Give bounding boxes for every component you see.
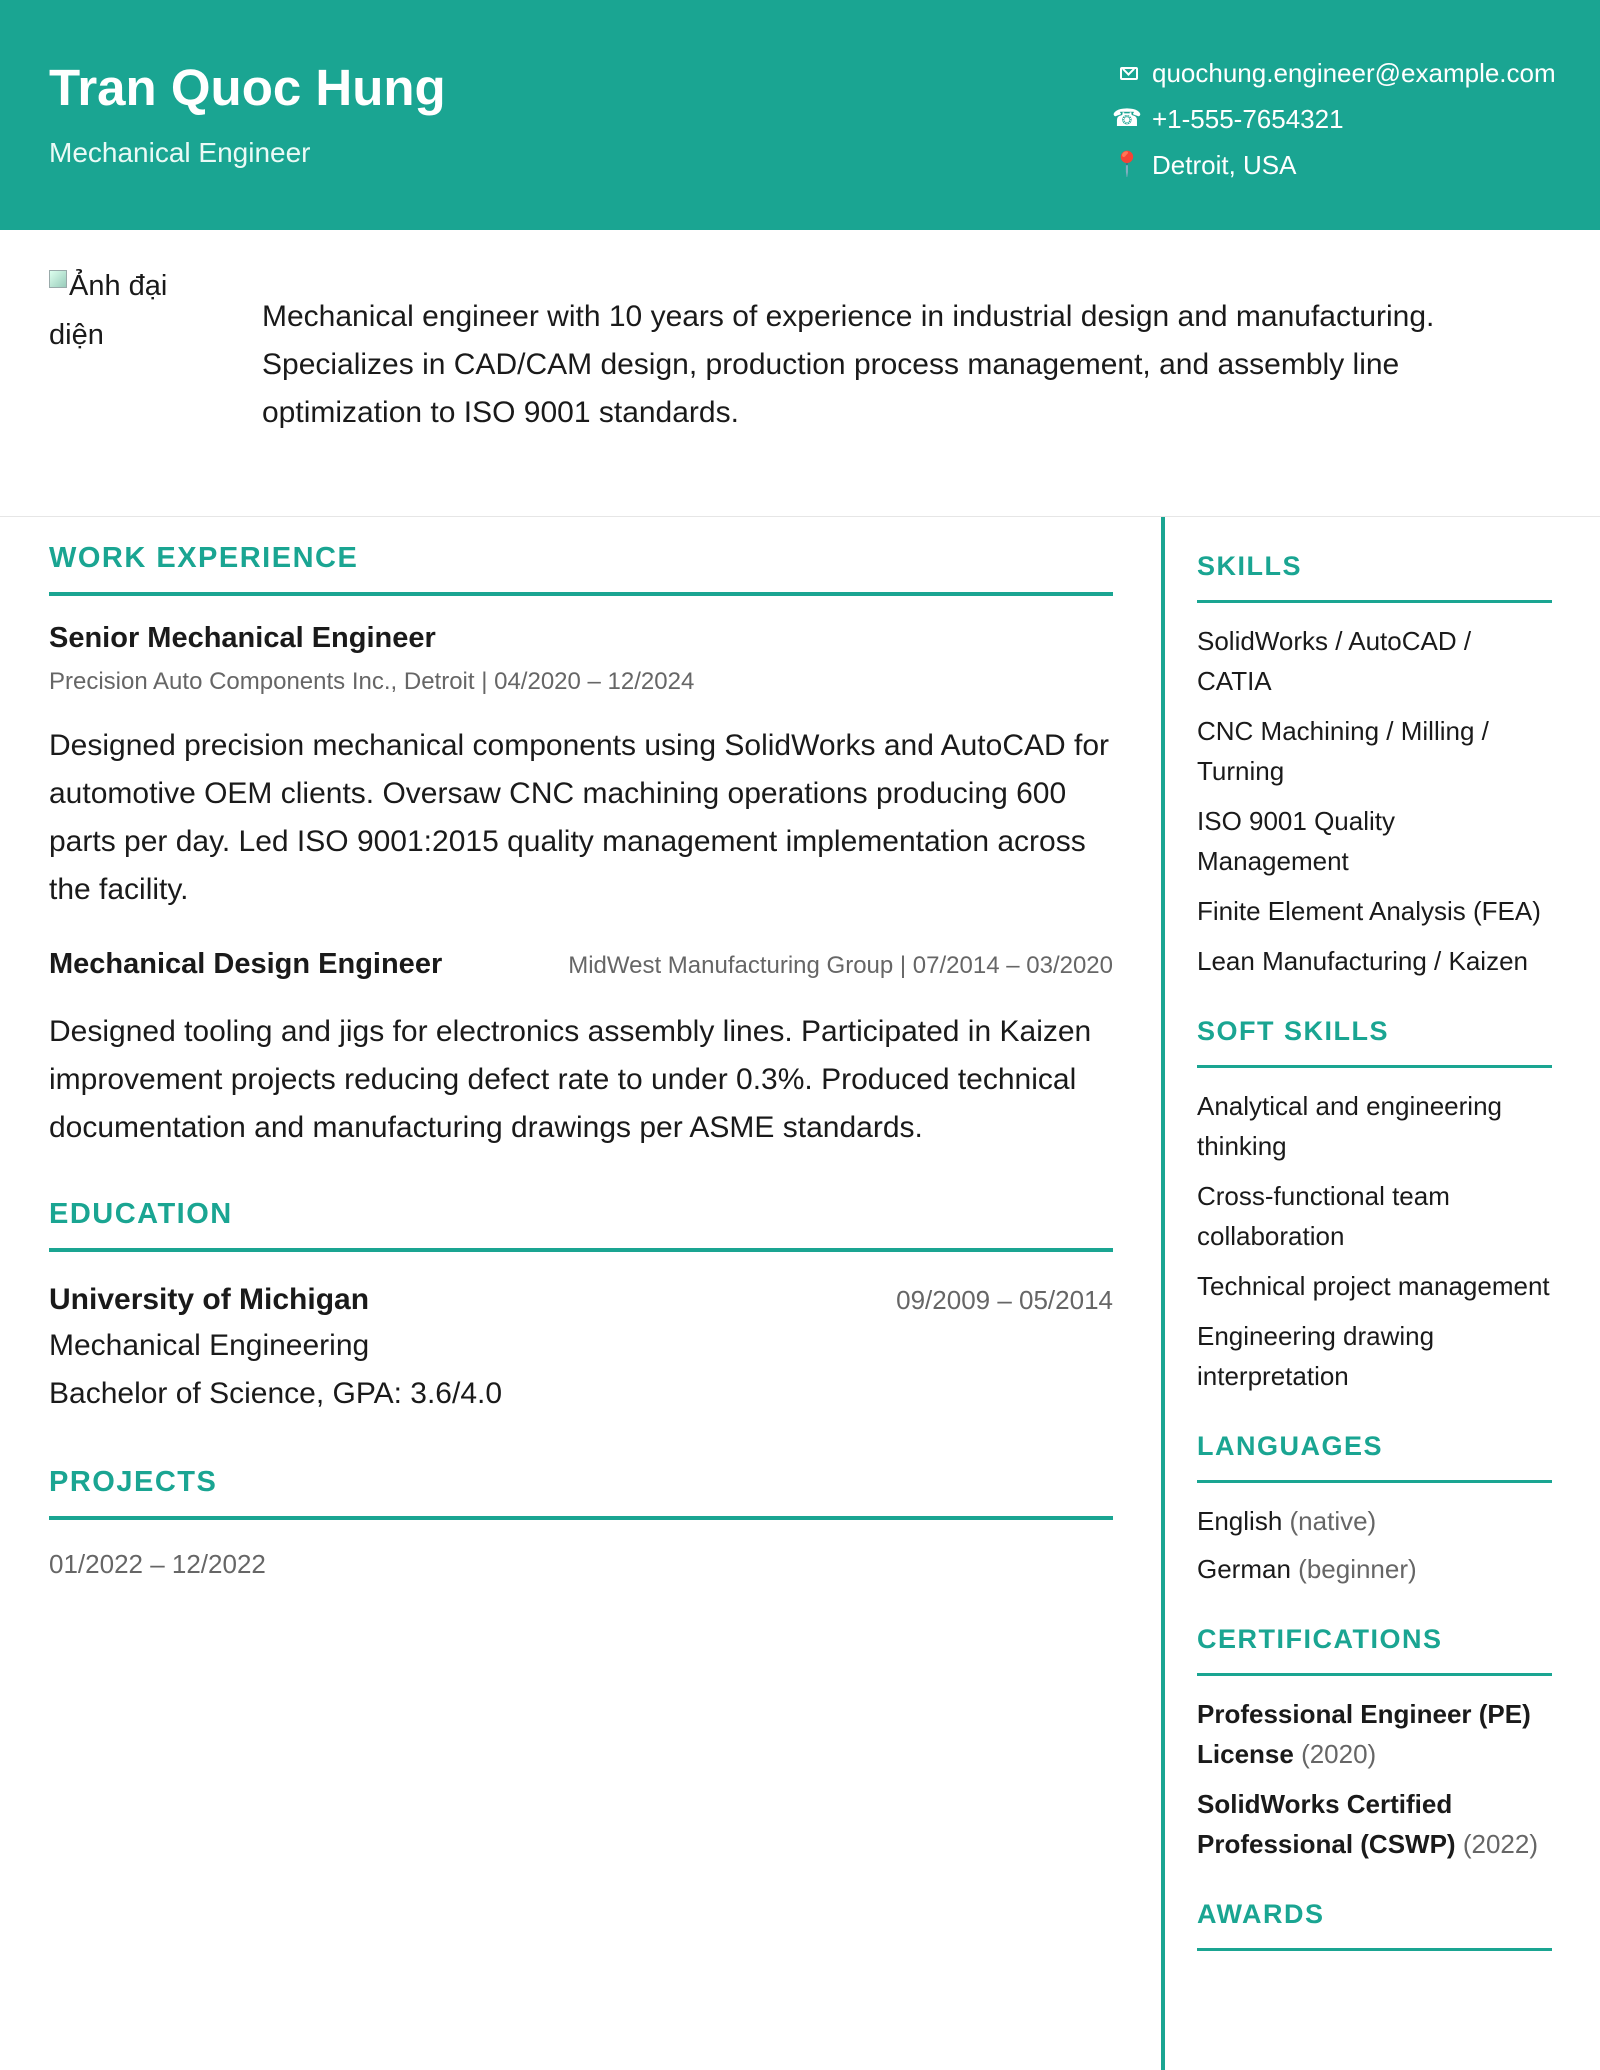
certifications-list: [1197, 1694, 1552, 1864]
certification-item: [1197, 1694, 1552, 1774]
language-level: (native): [1289, 1506, 1377, 1536]
education-degree: Bachelor of Science, GPA: 3.6/4.0: [49, 1377, 503, 1410]
certification-item: [1197, 1784, 1552, 1864]
soft-skill-item: Cross-functional team collaboration: [1197, 1181, 1450, 1251]
candidate-name: Tran Quoc Hung: [49, 59, 446, 116]
avatar-alt-text: Ảnh đại diện: [49, 270, 168, 351]
candidate-title: Mechanical Engineer: [49, 137, 311, 168]
job-meta: MidWest Manufacturing Group | 07/2014 – 03/2020: [568, 952, 1113, 979]
certification-name: SolidWorks Certified Professional (CSWP): [1197, 1789, 1456, 1859]
job-meta: Precision Auto Components Inc., Detroit | 04/2020 – 12/2024: [49, 668, 695, 695]
languages-list: [1197, 1501, 1552, 1589]
soft-skills-list: [1197, 1086, 1552, 1396]
job-role: Mechanical Design Engineer: [49, 948, 443, 980]
mail-icon: [1120, 67, 1138, 80]
education-header: [49, 1278, 1113, 1322]
language-name: English: [1197, 1506, 1283, 1536]
education-entry: [49, 1278, 1113, 1418]
skill-item: CNC Machining / Milling / Turning: [1197, 716, 1489, 786]
contact-phone-text[interactable]: +1-555-7654321: [1152, 103, 1344, 134]
contact-location-text: Detroit, USA: [1152, 149, 1297, 180]
language-item: [1197, 1549, 1552, 1589]
phone-icon: ☎: [1112, 105, 1142, 132]
job-entry: [49, 944, 1113, 1152]
main-column: [49, 540, 1113, 1584]
column-divider: [1161, 517, 1165, 2070]
soft-skill-item: Engineering drawing interpretation: [1197, 1321, 1435, 1391]
soft-skill-item: Technical project management: [1197, 1271, 1550, 1301]
resume-header: [0, 0, 1600, 230]
education-dates: 09/2009 – 05/2014: [896, 1285, 1113, 1315]
skill-item: ISO 9001 Quality Management: [1197, 806, 1395, 876]
job-role: Senior Mechanical Engineer: [49, 622, 436, 654]
profile-summary: Mechanical engineer with 10 years of experience in industrial design and manufacturing. Specializes in CAD/CAM design, production process management, and assembly line optimization to ISO 9001 standards.: [262, 300, 1435, 429]
sidebar-column: [1197, 548, 1552, 1951]
contact-phone[interactable]: [1032, 96, 1552, 142]
job-description: Designed tooling and jigs for electronics assembly lines. Participated in Kaizen improvement projects reducing defect rate to under 0.3%. Produced technical documentation and manufacturing drawings per ASME standards.: [49, 1015, 1092, 1144]
job-header: [49, 944, 1113, 984]
skill-item: Finite Element Analysis (FEA): [1197, 896, 1541, 926]
language-name: German: [1197, 1554, 1291, 1584]
education-school: University of Michigan: [49, 1283, 370, 1316]
soft-skill-item: Analytical and engineering thinking: [1197, 1091, 1502, 1161]
skill-item: SolidWorks / AutoCAD / CATIA: [1197, 626, 1472, 696]
skill-item: Lean Manufacturing / Kaizen: [1197, 946, 1528, 976]
location-pin-icon: 📍: [1112, 151, 1142, 178]
languages-heading: LANGUAGES: [1197, 1428, 1552, 1483]
certification-name: Professional Engineer (PE) License: [1197, 1699, 1531, 1769]
contact-email-text[interactable]: quochung.engineer@example.com: [1152, 57, 1556, 88]
skills-list: [1197, 621, 1552, 981]
project-dates: 01/2022 – 12/2022: [49, 1549, 266, 1579]
broken-image-icon: [49, 270, 67, 288]
awards-heading: AWARDS: [1197, 1896, 1552, 1951]
education-heading: EDUCATION: [49, 1196, 1113, 1252]
avatar: [49, 262, 219, 360]
job-description: Designed precision mechanical components using SolidWorks and AutoCAD for automotive OEM clients. Oversaw CNC machining operations producing 600 parts per day. Led ISO 9001:2015 quality management implementation across the facility.: [49, 729, 1110, 906]
certifications-heading: CERTIFICATIONS: [1197, 1621, 1552, 1676]
language-level: (beginner): [1298, 1554, 1417, 1584]
projects-heading: PROJECTS: [49, 1464, 1113, 1520]
skills-heading: SKILLS: [1197, 548, 1552, 603]
job-entry: [49, 618, 1113, 914]
certification-year: (2022): [1462, 1829, 1538, 1859]
contact-location: [1032, 142, 1552, 188]
certification-year: (2020): [1301, 1739, 1377, 1769]
work-experience-heading: WORK EXPERIENCE: [49, 540, 1113, 596]
contact-email[interactable]: [1032, 50, 1556, 96]
education-major: Mechanical Engineering: [49, 1329, 370, 1362]
language-item: [1197, 1501, 1552, 1541]
soft-skills-heading: SOFT SKILLS: [1197, 1013, 1552, 1068]
contact-list: [1032, 50, 1556, 188]
